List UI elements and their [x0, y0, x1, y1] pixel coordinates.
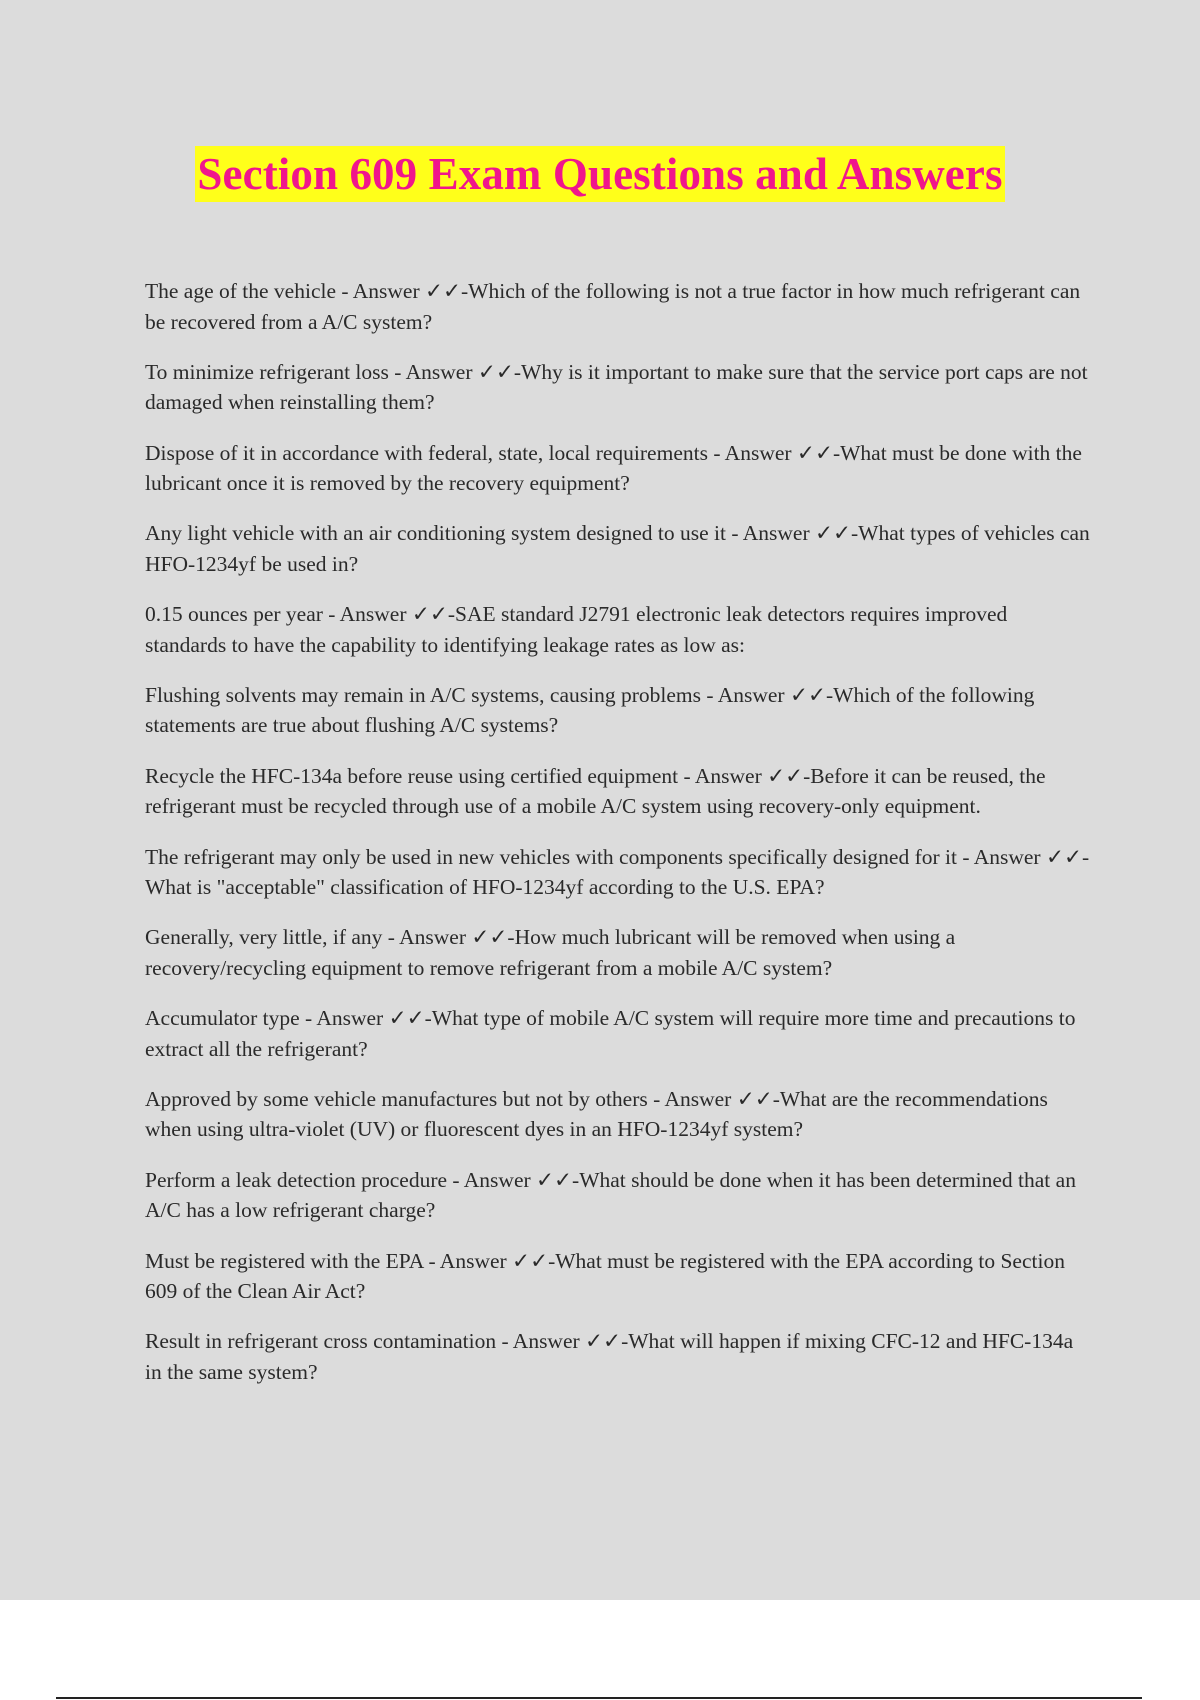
qa-item: Accumulator type - Answer ✓✓-What type of mobile A/C system will require more time and precautions to extract all the refrigerant? — [145, 1006, 1076, 1061]
qa-item: Approved by some vehicle manufactures but not by others - Answer ✓✓-What are the recommendations when using ultra-violet (UV) or fluorescent dyes in an HFO-1234yf system? — [145, 1086, 1048, 1142]
qa-item: Perform a leak detection procedure - Answer ✓✓-What should be done when it has been determined that an A/C has a low refrigerant charge? — [145, 1167, 1076, 1223]
qa-item: 0.15 ounces per year - Answer ✓✓-SAE standard J2791 electronic leak detectors requires improved standards to have the capability to identifying leakage rates as low as: — [145, 602, 1008, 657]
qa-item: Flushing solvents may remain in A/C systems, causing problems - Answer ✓✓-Which of the following statements are true about flushing A/C systems? — [145, 682, 1035, 738]
qa-item: Result in refrigerant cross contamination - Answer ✓✓-What will happen if mixing CFC-12 and HFC-134a in the same system? — [145, 1329, 1074, 1384]
qa-item: Generally, very little, if any - Answer ✓✓-How much lubricant will be removed when using a recovery/recycling equipment to remove refrigerant from a mobile A/C system? — [145, 925, 956, 980]
qa-item: To minimize refrigerant loss - Answer ✓✓-Why is it important to make sure that the service port caps are not damaged when reinstalling them? — [145, 359, 1088, 415]
qa-item: Recycle the HFC-134a before reuse using certified equipment - Answer ✓✓-Before it can be reused, the refrigerant must be recycled through use of a mobile A/C system using recovery-only equipment. — [145, 763, 1046, 819]
qa-item: The age of the vehicle - Answer ✓✓-Which of the following is not a true factor in how much refrigerant can be recovered from a A/C system? — [145, 279, 1081, 334]
qa-item: Must be registered with the EPA - Answer ✓✓-What must be registered with the EPA according to Section 609 of the Clean Air Act? — [145, 1248, 1065, 1304]
qa-item: Any light vehicle with an air conditioning system designed to use it - Answer ✓✓-What types of vehicles can HFO-1234yf be used in? — [145, 521, 1090, 576]
qa-item: The refrigerant may only be used in new vehicles with components specifically designed for it - Answer ✓✓-What is "acceptable" classification of HFO-1234yf according to the U.S. EPA? — [145, 844, 1090, 900]
qa-item: Dispose of it in accordance with federal, state, local requirements - Answer ✓✓-What must be done with the lubricant once it is removed by the recovery equipment? — [145, 440, 1082, 496]
document-title: Section 609 Exam Questions and Answers — [195, 146, 1004, 202]
qa-list — [145, 276, 1090, 1407]
page-bottom-rule — [56, 1697, 1142, 1699]
title-container — [0, 146, 1200, 202]
